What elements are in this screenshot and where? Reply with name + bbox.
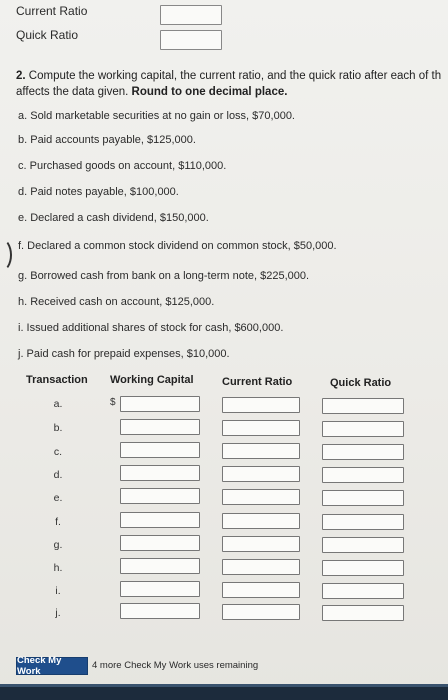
question-number: 2.	[16, 70, 26, 82]
current-ratio-input-d[interactable]	[222, 466, 300, 482]
working-capital-input-d[interactable]	[120, 465, 200, 481]
current-ratio-label: Current Ratio	[16, 4, 88, 18]
working-capital-input-a[interactable]	[120, 396, 200, 412]
row-label-h: h.	[53, 562, 63, 574]
rounding-instruction: Round to one decimal place.	[131, 86, 288, 98]
quick-ratio-input-a[interactable]	[322, 398, 404, 414]
check-my-work-button[interactable]: Check My Work	[16, 657, 88, 675]
row-label-e: e.	[53, 492, 63, 504]
quick-ratio-input-j[interactable]	[322, 605, 404, 621]
row-label-a: a.	[53, 398, 63, 410]
row-label-b: b.	[53, 422, 63, 434]
quick-ratio-input-f[interactable]	[322, 514, 404, 530]
current-ratio-input-c[interactable]	[222, 443, 300, 459]
quick-ratio-input-e[interactable]	[322, 490, 404, 506]
item-b: b. Paid accounts payable, $125,000.	[18, 134, 196, 146]
current-ratio-input-g[interactable]	[222, 536, 300, 552]
current-ratio-input-a[interactable]	[222, 397, 300, 413]
working-capital-input-e[interactable]	[120, 488, 200, 504]
quick-ratio-input-h[interactable]	[322, 560, 404, 576]
item-c: c. Purchased goods on account, $110,000.	[18, 160, 227, 172]
item-j: j. Paid cash for prepaid expenses, $10,000.	[18, 348, 230, 360]
current-ratio-input-h[interactable]	[222, 559, 300, 575]
row-label-i: i.	[55, 585, 61, 597]
working-capital-input-c[interactable]	[120, 442, 200, 458]
item-a: a. Sold marketable securities at no gain or loss, $70,000.	[18, 110, 295, 122]
current-ratio-input[interactable]	[160, 5, 222, 25]
item-e: e. Declared a cash dividend, $150,000.	[18, 212, 209, 224]
row-label-g: g.	[53, 539, 63, 551]
currency-symbol: $	[110, 397, 116, 408]
header-quick-ratio: Quick Ratio	[330, 377, 392, 389]
row-label-f: f.	[55, 516, 61, 528]
margin-circle-mark	[0, 238, 12, 272]
header-transaction: Transaction	[26, 374, 88, 386]
current-ratio-input-i[interactable]	[222, 582, 300, 598]
working-capital-input-g[interactable]	[120, 535, 200, 551]
row-label-c: c.	[53, 446, 63, 458]
working-capital-input-f[interactable]	[120, 512, 200, 528]
row-label-d: d.	[53, 469, 63, 481]
quick-ratio-input-g[interactable]	[322, 537, 404, 553]
row-label-j: j.	[55, 607, 61, 619]
item-d: d. Paid notes payable, $100,000.	[18, 186, 179, 198]
current-ratio-input-b[interactable]	[222, 420, 300, 436]
quick-ratio-input[interactable]	[160, 30, 222, 50]
working-capital-input-b[interactable]	[120, 419, 200, 435]
quick-ratio-input-i[interactable]	[322, 583, 404, 599]
working-capital-input-j[interactable]	[120, 603, 200, 619]
working-capital-input-h[interactable]	[120, 558, 200, 574]
current-ratio-input-j[interactable]	[222, 604, 300, 620]
question-body-cont: affects the data given.	[16, 86, 129, 98]
question-body: Compute the working capital, the current ratio, and the quick ratio after each of th	[28, 70, 442, 82]
remaining-uses-text: 4 more Check My Work uses remaining	[92, 660, 259, 671]
quick-ratio-input-b[interactable]	[322, 421, 404, 437]
quick-ratio-input-d[interactable]	[322, 467, 404, 483]
working-capital-input-i[interactable]	[120, 581, 200, 597]
item-f: f. Declared a common stock dividend on common stock, $50,000.	[18, 240, 337, 252]
current-ratio-input-e[interactable]	[222, 489, 300, 505]
current-ratio-input-f[interactable]	[222, 513, 300, 529]
header-working-capital: Working Capital	[110, 374, 194, 386]
item-h: h. Received cash on account, $125,000.	[18, 296, 215, 308]
quick-ratio-input-c[interactable]	[322, 444, 404, 460]
bottom-bar-strip	[0, 684, 448, 687]
item-i: i. Issued additional shares of stock for cash, $600,000.	[18, 322, 284, 334]
item-g: g. Borrowed cash from bank on a long-term note, $225,000.	[18, 270, 310, 282]
question-text	[16, 68, 448, 100]
bottom-bar	[0, 684, 448, 700]
quick-ratio-label: Quick Ratio	[16, 28, 79, 42]
header-current-ratio: Current Ratio	[222, 376, 293, 388]
